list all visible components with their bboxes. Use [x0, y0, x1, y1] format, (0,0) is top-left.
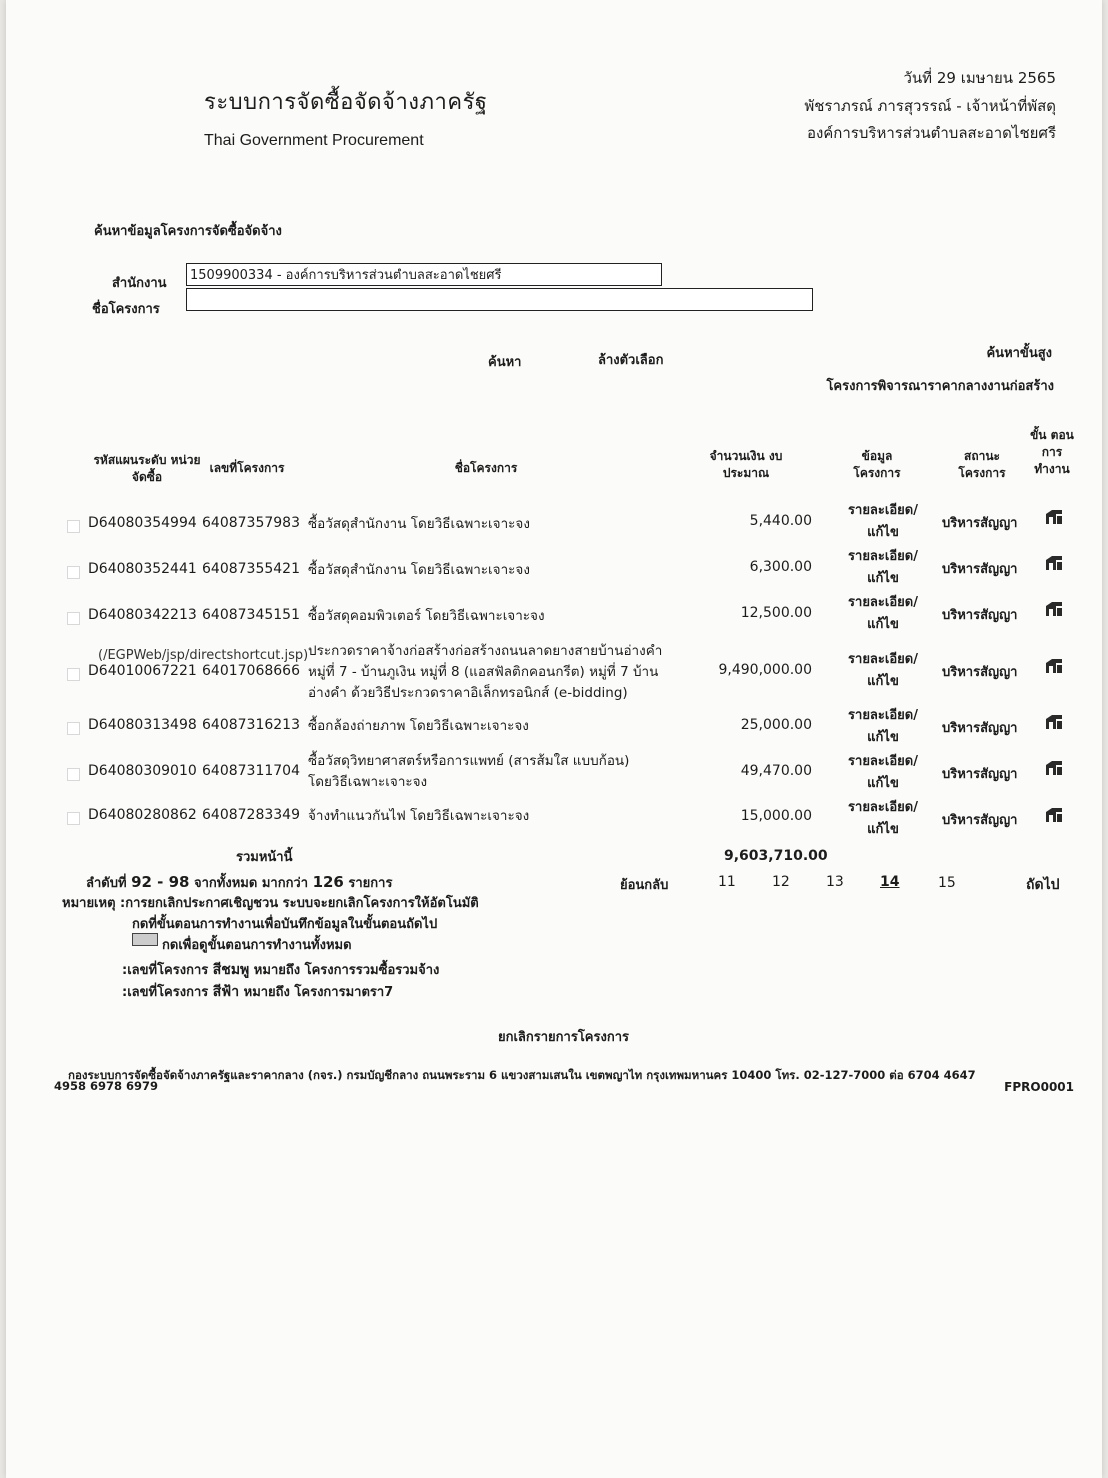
row-checkbox[interactable]	[67, 722, 80, 735]
page-total-value: 9,603,710.00	[724, 848, 828, 864]
row-checkbox[interactable]	[67, 566, 80, 579]
row-status: บริหารสัญญา	[942, 767, 1018, 782]
row-plan-code: D64080352441	[88, 561, 197, 577]
remark-cancel-note: หมายเหตุ :การยกเลิกประกาศเชิญชวน ระบบจะยกเลิกโครงการให้อัตโนมัติ	[62, 896, 479, 911]
col-header-project-info: ข้อมูล โครงการ	[853, 449, 901, 480]
col-header-project-name: ชื่อโครงการ	[454, 461, 518, 475]
row-project-name: ซื้อวัสดุสำนักงาน โดยวิธีเฉพาะเจาะจง	[308, 516, 530, 532]
project-name-field[interactable]	[186, 288, 813, 311]
row-checkbox[interactable]	[67, 520, 80, 533]
row-detail-edit-link[interactable]: รายละเอียด/แก้ไข	[848, 549, 918, 586]
row-status: บริหารสัญญา	[942, 608, 1018, 623]
row-project-name: ประกวดราคาจ้างก่อสร้างก่อสร้างถนนลาดยางสายบ้านอ่างคำ หมู่ที่ 7 - บ้านภูเงิน หมู่ที่ 8 (แอสฟัลติกคอนกรีต) หมู่ที่ 7 บ้าน อ่างคำ ด้วยวิธีประกวดราคาอิเล็กทรอนิกส์ (e-bidding)	[308, 643, 663, 701]
row-status: บริหารสัญญา	[942, 813, 1018, 828]
remark-pink-note: :เลขที่โครงการ สีชมพู หมายถึง โครงการรวมซื้อรวมจ้าง	[122, 962, 440, 978]
row-status: บริหารสัญญา	[942, 562, 1018, 577]
row-plan-code: D64080342213	[88, 607, 197, 623]
url-path-overlay: (/EGPWeb/jsp/directshortcut.jsp)	[98, 648, 309, 663]
search-button[interactable]: ค้นหา	[488, 355, 522, 370]
row-detail-edit-link[interactable]: รายละเอียด/แก้ไข	[848, 708, 918, 745]
row-detail-edit-link[interactable]: รายละเอียด/แก้ไข	[848, 595, 918, 632]
page-link-12[interactable]: 12	[772, 874, 790, 890]
row-budget: 6,300.00	[749, 559, 812, 575]
workflow-step-icon[interactable]	[1044, 806, 1064, 824]
office-label: สำนักงาน	[112, 276, 167, 291]
remark-all-steps-note: กดเพื่อดูขั้นตอนการทำงานทั้งหมด	[162, 938, 352, 953]
row-detail-edit-link[interactable]: รายละเอียด/แก้ไข	[848, 800, 918, 837]
row-project-no[interactable]: 64087311704	[202, 763, 300, 779]
row-plan-code: D64080354994	[88, 515, 197, 531]
row-project-name: จ้างทำแนวกันไฟ โดยวิธีเฉพาะเจาะจง	[308, 808, 530, 824]
row-project-name: ซื้อวัสดุสำนักงาน โดยวิธีเฉพาะเจาะจง	[308, 562, 530, 578]
clear-selection-button[interactable]: ล้างตัวเลือก	[598, 353, 664, 368]
system-title-en: Thai Government Procurement	[204, 132, 424, 149]
workflow-step-icon[interactable]	[1044, 508, 1064, 526]
page-total-label: รวมหน้านี้	[236, 850, 293, 865]
workflow-step-icon[interactable]	[1044, 713, 1064, 731]
header-user: พัชราภรณ์ ภารสุวรรณ์ - เจ้าหน้าที่พัสดุ	[804, 97, 1056, 115]
row-status: บริหารสัญญา	[942, 516, 1018, 531]
remark-step-note: กดที่ขั้นตอนการทำงานเพื่อบันทึกข้อมูลในขั้นตอนถัดไป	[132, 917, 438, 932]
row-status: บริหารสัญญา	[942, 721, 1018, 736]
row-plan-code: D64010067221	[88, 663, 197, 679]
workflow-step-icon[interactable]	[1044, 657, 1064, 675]
row-checkbox[interactable]	[67, 812, 80, 825]
workflow-step-icon[interactable]	[1044, 759, 1064, 777]
row-project-no[interactable]: 64087357983	[202, 515, 300, 531]
project-name-label: ชื่อโครงการ	[92, 302, 160, 317]
row-checkbox[interactable]	[67, 668, 80, 681]
col-header-budget: จำนวนเงิน งบประมาณ	[709, 449, 783, 480]
row-project-name: ซื้อกล้องถ่ายภาพ โดยวิธีเฉพาะเจาะจง	[308, 718, 529, 734]
system-title-th: ระบบการจัดซื้อจัดจ้างภาครัฐ	[204, 90, 488, 115]
workflow-step-icon[interactable]	[1044, 554, 1064, 572]
page-link-11[interactable]: 11	[718, 874, 736, 890]
row-budget: 12,500.00	[740, 605, 812, 621]
row-project-name: ซื้อวัสดุวิทยาศาสตร์หรือการแพทย์ (สารส้มใส แบบก้อน) โดยวิธีเฉพาะเจาะจง	[308, 753, 630, 790]
document-page	[6, 0, 1102, 1478]
cancel-project-list-link[interactable]: ยกเลิกรายการโครงการ	[498, 1030, 629, 1045]
pagination-next-button[interactable]: ถัดไป	[1026, 877, 1060, 893]
construction-price-consideration-link[interactable]: โครงการพิจารณาราคากลางงานก่อสร้าง	[826, 379, 1054, 394]
row-detail-edit-link[interactable]: รายละเอียด/แก้ไข	[848, 652, 918, 689]
row-detail-edit-link[interactable]: รายละเอียด/แก้ไข	[848, 503, 918, 540]
col-header-status: สถานะ โครงการ	[958, 449, 1006, 480]
page-link-13[interactable]: 13	[826, 874, 844, 890]
page-link-15[interactable]: 15	[938, 875, 956, 891]
row-plan-code: D64080280862	[88, 807, 197, 823]
col-header-plan-code: รหัสแผนระดับ หน่วยจัดซื้อ	[93, 453, 201, 484]
page-link-current[interactable]: 14	[880, 874, 900, 890]
row-project-no[interactable]: 64087283349	[202, 807, 300, 823]
form-code: FPRO0001	[1004, 1080, 1074, 1094]
header-org: องค์การบริหารส่วนตำบลสะอาดไชยศรี	[806, 124, 1056, 142]
col-header-project-no: เลขที่โครงการ	[209, 461, 285, 475]
workflow-step-icon[interactable]	[1044, 600, 1064, 618]
pagination-back-button[interactable]: ย้อนกลับ	[620, 878, 669, 893]
row-budget: 15,000.00	[740, 808, 812, 824]
row-plan-code: D64080313498	[88, 717, 197, 733]
row-detail-edit-link[interactable]: รายละเอียด/แก้ไข	[848, 754, 918, 791]
search-section-title: ค้นหาข้อมูลโครงการจัดซื้อจัดจ้าง	[94, 224, 282, 239]
header-date: วันที่ 29 เมษายน 2565	[903, 69, 1056, 87]
row-project-no[interactable]: 64087345151	[202, 607, 300, 623]
row-budget: 49,470.00	[740, 763, 812, 779]
row-project-no[interactable]: 64087355421	[202, 561, 300, 577]
footer-phone-extensions: 4958 6978 6979	[54, 1079, 159, 1093]
result-range: ลำดับที่ 92 - 98 จากทั้งหมด มากกว่า 126 รายการ	[86, 873, 393, 891]
row-checkbox[interactable]	[67, 612, 80, 625]
row-plan-code: D64080309010	[88, 763, 197, 779]
row-budget: 25,000.00	[740, 717, 812, 733]
row-project-no[interactable]: 64087316213	[202, 717, 300, 733]
remark-blue-note: :เลขที่โครงการ สีฟ้า หมายถึง โครงการมาตรา7	[122, 984, 394, 1000]
row-project-name: ซื้อวัสดุคอมพิวเตอร์ โดยวิธีเฉพาะเจาะจง	[308, 608, 545, 624]
footer-address: กองระบบการจัดซื้อจัดจ้างภาครัฐและราคากลาง (กจร.) กรมบัญชีกลาง ถนนพระราม 6 แขวงสามเสนใน เขตพญาไท กรุงเทพมหานคร 10400 โทร. 02-127-7000 ต่อ 6704 4647	[68, 1068, 976, 1082]
row-budget: 9,490,000.00	[718, 662, 812, 678]
all-steps-icon	[132, 933, 158, 946]
row-status: บริหารสัญญา	[942, 665, 1018, 680]
office-field[interactable]	[186, 263, 662, 286]
row-project-no[interactable]: 64017068666	[202, 663, 300, 679]
col-header-step: ขั้น ตอน การ ทำงาน	[1030, 428, 1074, 476]
row-checkbox[interactable]	[67, 768, 80, 781]
advanced-search-button[interactable]: ค้นหาขั้นสูง	[986, 346, 1052, 361]
row-budget: 5,440.00	[749, 513, 812, 529]
